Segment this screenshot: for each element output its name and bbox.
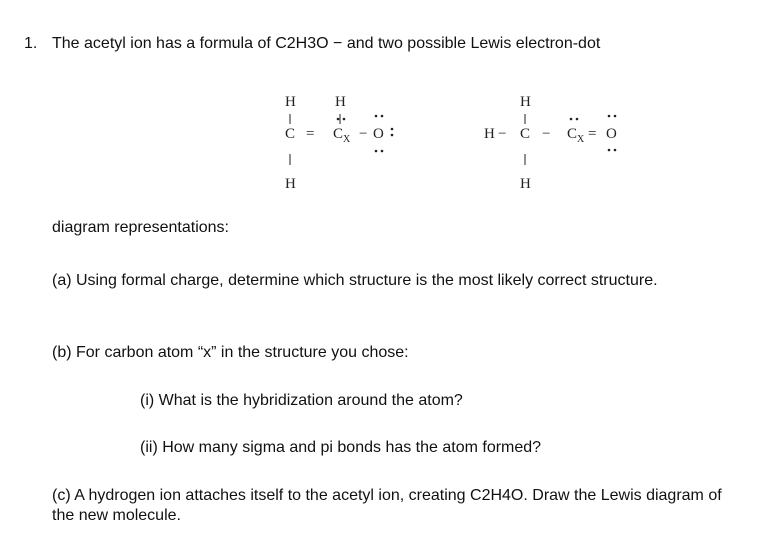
part-b-ii-text: (ii) How many sigma and pi bonds has the atom formed? <box>140 439 542 456</box>
left-o-lone-pair-bottom-dot-1 <box>375 150 378 153</box>
left-cx: C <box>333 126 344 142</box>
right-c1: C <box>520 126 531 142</box>
left-h-top-right: H <box>335 94 346 110</box>
right-h-top: H <box>520 94 531 110</box>
right-cx-lone-pair-dot-2 <box>576 118 579 121</box>
left-oxygen: O <box>373 126 384 142</box>
left-c1: C <box>285 126 296 142</box>
right-h-left: H <box>484 126 495 142</box>
right-h-bottom: H <box>520 176 531 192</box>
right-cx: C <box>567 126 578 142</box>
right-double-bond: = <box>588 126 597 142</box>
question-intro: The acetyl ion has a formula of C2H3O − and two possible Lewis electron-dot <box>52 35 601 52</box>
right-oxygen: O <box>606 126 617 142</box>
left-h-top-left: H <box>285 94 296 110</box>
right-cx-subscript: X <box>577 134 585 145</box>
right-single-bond: − <box>542 126 551 142</box>
left-o-lone-pair-top-dot-2 <box>381 115 384 118</box>
left-double-bond: = <box>306 126 315 142</box>
right-cx-lone-pair-dot-1 <box>570 118 573 121</box>
right-bond-left: − <box>498 126 507 142</box>
left-cx-lone-pair-dot-1 <box>337 118 340 121</box>
lewis-structure-left <box>285 94 393 192</box>
part-a-text: (a) Using formal charge, determine which structure is the most likely correct structure. <box>52 272 658 289</box>
question-number: 1. <box>24 35 38 52</box>
lewis-structure-right <box>484 94 617 192</box>
left-o-lone-pair-right-dot-2 <box>391 134 394 137</box>
part-c-text: (c) A hydrogen ion attaches itself to the acetyl ion, creating C2H4O. Draw the Lewis diagram of the new molecule. <box>52 487 722 524</box>
right-o-lone-pair-top-dot-2 <box>614 115 617 118</box>
left-o-lone-pair-top-dot-1 <box>375 115 378 118</box>
left-cx-subscript: X <box>343 134 351 145</box>
right-o-lone-pair-bottom-dot-1 <box>608 149 611 152</box>
left-o-lone-pair-bottom-dot-2 <box>381 150 384 153</box>
question-intro-continued: diagram representations: <box>52 219 229 236</box>
left-single-bond: − <box>359 126 368 142</box>
left-h-bottom: H <box>285 176 296 192</box>
right-o-lone-pair-top-dot-1 <box>608 115 611 118</box>
left-o-lone-pair-right-dot-1 <box>391 128 394 131</box>
right-o-lone-pair-bottom-dot-2 <box>614 149 617 152</box>
left-cx-lone-pair-dot-2 <box>343 118 346 121</box>
part-b-i-text: (i) What is the hybridization around the atom? <box>140 392 463 409</box>
lewis-structures <box>270 86 630 198</box>
part-b-text: (b) For carbon atom “x” in the structure you chose: <box>52 344 409 361</box>
